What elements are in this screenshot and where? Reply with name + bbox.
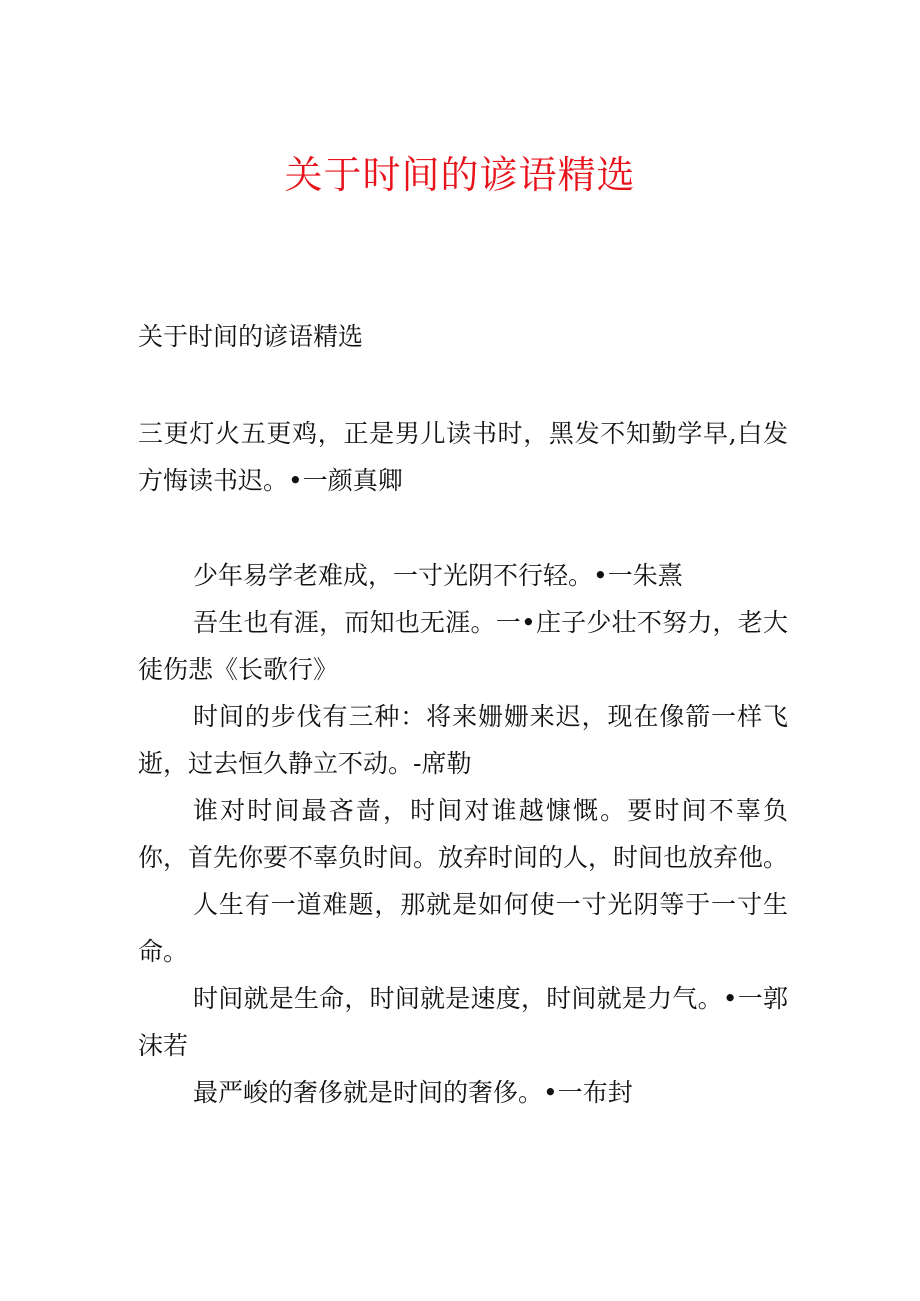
document-title: 关于时间的谚语精选 xyxy=(284,153,636,197)
paragraph-4: 时间的步伐有三种：将来姗姗来迟，现在像箭一样飞逝，过去恒久静立不动。-席勒 xyxy=(138,702,788,778)
paragraph-2: 少年易学老难成，一寸光阴不行轻。•一朱熹 xyxy=(193,561,683,590)
paragraph-3: 吾生也有涯，而知也无涯。一•庄子少壮不努力，老大徒伤悲《长歌行》 xyxy=(138,608,788,684)
section-heading: 关于时间的谚语精选 xyxy=(138,322,364,351)
paragraph-7: 时间就是生命，时间就是速度，时间就是力气。•一郭沫若 xyxy=(138,984,788,1060)
document-body xyxy=(138,313,788,1116)
paragraph-1: 三更灯火五更鸡，正是男儿读书时，黑发不知勤学早,白发方悔读书迟。•一颜真卿 xyxy=(138,419,788,495)
paragraph-8: 最严峻的奢侈就是时间的奢侈。•一布封 xyxy=(193,1078,633,1107)
paragraph-5: 谁对时间最吝啬，时间对谁越慷慨。要时间不辜负你，首先你要不辜负时间。放弃时间的人，时间也放弃他。 xyxy=(138,796,789,872)
paragraph-6: 人生有一道难题，那就是如何使一寸光阴等于一寸生命。 xyxy=(138,890,788,966)
